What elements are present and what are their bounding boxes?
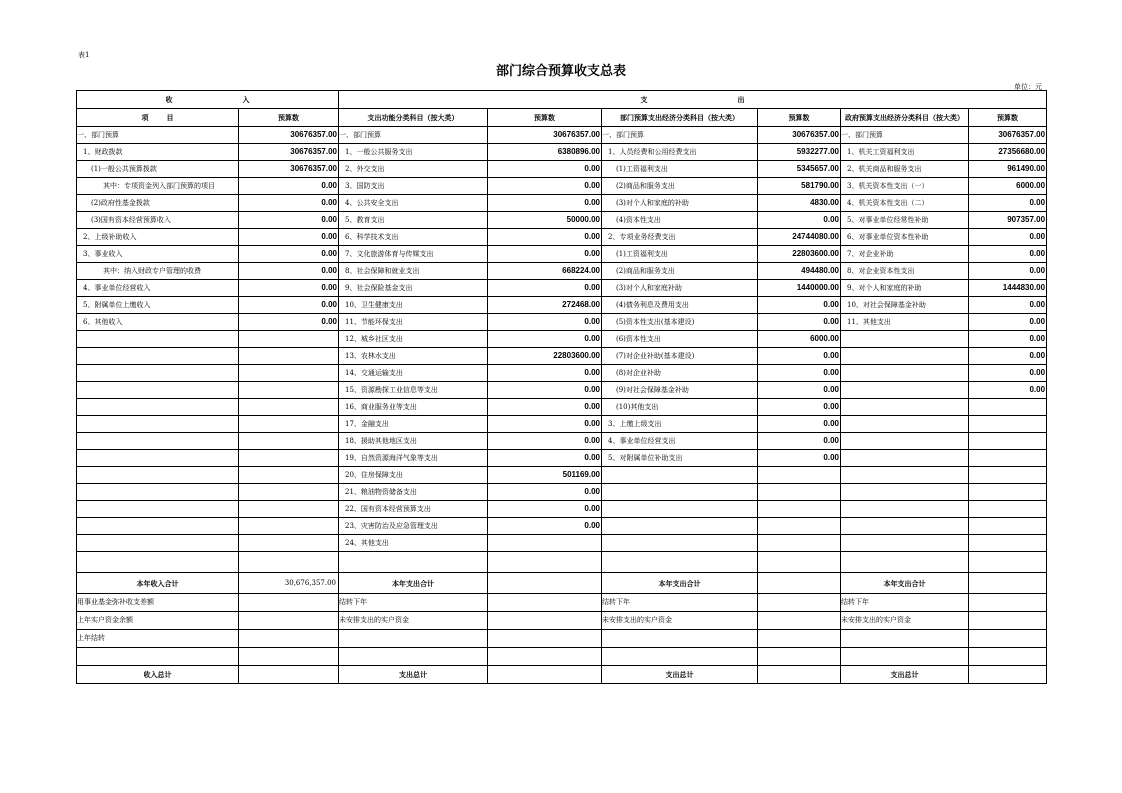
dept-budget: 24744080.00 (758, 229, 841, 246)
gov-budget: 961490.00 (969, 161, 1047, 178)
func-item: 3、国防支出 (339, 178, 488, 195)
gov-budget: 6000.00 (969, 178, 1047, 195)
gov-item (841, 382, 969, 399)
dept-item (602, 501, 758, 518)
func-grand-total-label: 支出总计 (339, 666, 488, 684)
income-budget (239, 348, 339, 365)
gov-budget (969, 416, 1047, 433)
func-item: 4、公共安全支出 (339, 195, 488, 212)
func-item: 6、科学技术支出 (339, 229, 488, 246)
gov-item: 8、对企业资本性支出 (841, 263, 969, 280)
table-row (77, 229, 1047, 246)
page-title: 部门综合预算收支总表 (495, 64, 626, 79)
dept-unarranged: 未安排支出的实户资金 (602, 612, 758, 630)
dept-item: 5、对附属单位补助支出 (602, 450, 758, 467)
income-budget: 0.00 (239, 297, 339, 314)
gov-budget: 907357.00 (969, 212, 1047, 229)
func-item: 1、一般公共服务支出 (339, 144, 488, 161)
header-gov-budget: 预算数 (969, 109, 1047, 127)
dept-budget (758, 518, 841, 535)
income-item (77, 501, 239, 518)
table-row (77, 535, 1047, 552)
dept-item (602, 484, 758, 501)
func-budget: 0.00 (488, 382, 602, 399)
table-row (77, 280, 1047, 297)
income-item: (1)一般公共预算拨款 (77, 161, 239, 178)
dept-item: 一、部门预算 (602, 127, 758, 144)
func-item: 18、援助其他地区支出 (339, 433, 488, 450)
income-item: (3)国有资本经营预算收入 (77, 212, 239, 229)
income-budget: 0.00 (239, 229, 339, 246)
income-budget (239, 501, 339, 518)
income-item: 4、事业单位经营收入 (77, 280, 239, 297)
unit-label: 单位：元 (1014, 83, 1042, 91)
income-item (77, 518, 239, 535)
header-dept-budget: 预算数 (758, 109, 841, 127)
table-row (77, 348, 1047, 365)
income-item (77, 365, 239, 382)
gov-budget: 1444830.00 (969, 280, 1047, 297)
dept-item (602, 467, 758, 484)
dept-item: (4)债务利息及费用支出 (602, 297, 758, 314)
income-budget (239, 467, 339, 484)
func-item: 2、外交支出 (339, 161, 488, 178)
gov-budget: 30676357.00 (969, 127, 1047, 144)
gov-item: 4、机关资本性支出（二） (841, 195, 969, 212)
func-item: 15、资源勘探工业信息等支出 (339, 382, 488, 399)
income-item (77, 552, 239, 573)
header-func-class: 支出功能分类科目（按大类） (339, 109, 488, 127)
income-item: 6、其他收入 (77, 314, 239, 331)
gov-item (841, 433, 969, 450)
dept-budget: 0.00 (758, 382, 841, 399)
income-budget: 0.00 (239, 195, 339, 212)
gov-item: 一、部门预算 (841, 127, 969, 144)
gov-budget: 0.00 (969, 195, 1047, 212)
func-budget: 272468.00 (488, 297, 602, 314)
income-item (77, 348, 239, 365)
dept-budget: 494480.00 (758, 263, 841, 280)
income-item (77, 433, 239, 450)
table-row (77, 552, 1047, 573)
func-budget: 0.00 (488, 195, 602, 212)
gov-item: 1、机关工资福利支出 (841, 144, 969, 161)
table-row (77, 178, 1047, 195)
dept-budget: 0.00 (758, 450, 841, 467)
func-budget: 0.00 (488, 416, 602, 433)
gov-budget: 0.00 (969, 365, 1047, 382)
expense-group-header: 支 出 (339, 91, 1047, 109)
dept-item: 2、专项业务经费支出 (602, 229, 758, 246)
table-row (77, 365, 1047, 382)
dept-budget (758, 467, 841, 484)
dept-budget: 6000.00 (758, 331, 841, 348)
income-item (77, 331, 239, 348)
income-budget: 0.00 (239, 314, 339, 331)
dept-budget: 1440000.00 (758, 280, 841, 297)
func-item: 20、住房保障支出 (339, 467, 488, 484)
gov-budget (969, 433, 1047, 450)
table-row (77, 127, 1047, 144)
func-budget: 0.00 (488, 314, 602, 331)
table-row (77, 263, 1047, 280)
dept-budget: 5932277.00 (758, 144, 841, 161)
budget-summary-table (76, 90, 1047, 684)
gov-carry-forward: 结转下年 (841, 594, 969, 612)
dept-item: (2)商品和服务支出 (602, 178, 758, 195)
gov-budget: 0.00 (969, 229, 1047, 246)
gov-budget: 0.00 (969, 297, 1047, 314)
func-budget: 0.00 (488, 229, 602, 246)
func-budget: 22803600.00 (488, 348, 602, 365)
table-row (77, 331, 1047, 348)
dept-item (602, 518, 758, 535)
dept-item: 3、上缴上级支出 (602, 416, 758, 433)
func-budget: 0.00 (488, 246, 602, 263)
func-unarranged: 未安排支出的实户资金 (339, 612, 488, 630)
func-item: 23、灾害防治及应急管理支出 (339, 518, 488, 535)
income-budget (239, 365, 339, 382)
income-budget: 0.00 (239, 212, 339, 229)
use-fund-label: 用事业基金弥补收支差额 (77, 594, 239, 612)
income-budget: 30676357.00 (239, 144, 339, 161)
income-item (77, 416, 239, 433)
income-budget (239, 535, 339, 552)
dept-budget: 0.00 (758, 212, 841, 229)
table-row (77, 416, 1047, 433)
income-budget: 0.00 (239, 178, 339, 195)
table-row (77, 314, 1047, 331)
dept-budget: 0.00 (758, 416, 841, 433)
table-row (77, 161, 1047, 178)
gov-budget: 0.00 (969, 348, 1047, 365)
income-item: 2、上级补助收入 (77, 229, 239, 246)
func-item: 7、文化旅游体育与传媒支出 (339, 246, 488, 263)
dept-item: (9)对社会保障基金补助 (602, 382, 758, 399)
income-item (77, 382, 239, 399)
func-item: 19、自然资源海洋气象等支出 (339, 450, 488, 467)
func-item: 8、社会保障和就业支出 (339, 263, 488, 280)
gov-item: 5、对事业单位经常性补助 (841, 212, 969, 229)
gov-item (841, 518, 969, 535)
income-budget: 30676357.00 (239, 127, 339, 144)
dept-item: (3)对个人和家庭补助 (602, 280, 758, 297)
gov-item: 11、其他支出 (841, 314, 969, 331)
income-budget: 0.00 (239, 263, 339, 280)
dept-item (602, 535, 758, 552)
header-func-budget: 预算数 (488, 109, 602, 127)
func-item: 14、交通运输支出 (339, 365, 488, 382)
table-row (77, 484, 1047, 501)
func-budget: 0.00 (488, 484, 602, 501)
income-budget (239, 331, 339, 348)
func-budget: 0.00 (488, 501, 602, 518)
income-item (77, 467, 239, 484)
gov-grand-total-label: 支出总计 (841, 666, 969, 684)
gov-item: 7、对企业补助 (841, 246, 969, 263)
func-budget: 50000.00 (488, 212, 602, 229)
func-item: 17、金融支出 (339, 416, 488, 433)
header-dept-econ-class: 部门预算支出经济分类科目（按大类） (602, 109, 758, 127)
func-item: 24、其他支出 (339, 535, 488, 552)
func-budget: 0.00 (488, 450, 602, 467)
gov-budget: 0.00 (969, 331, 1047, 348)
func-item: 一、部门预算 (339, 127, 488, 144)
table-row (77, 212, 1047, 229)
income-item (77, 535, 239, 552)
gov-budget (969, 552, 1047, 573)
table-row (77, 433, 1047, 450)
dept-budget (758, 501, 841, 518)
income-budget (239, 552, 339, 573)
gov-item (841, 535, 969, 552)
func-carry-forward: 结转下年 (339, 594, 488, 612)
table-row (77, 399, 1047, 416)
func-budget: 0.00 (488, 433, 602, 450)
gov-item (841, 365, 969, 382)
income-item (77, 450, 239, 467)
dept-item: (5)资本性支出(基本建设) (602, 314, 758, 331)
header-gov-econ-class: 政府预算支出经济分类科目（按大类） (841, 109, 969, 127)
dept-budget: 581790.00 (758, 178, 841, 195)
income-budget (239, 416, 339, 433)
func-item (339, 552, 488, 573)
income-budget (239, 484, 339, 501)
gov-budget: 0.00 (969, 314, 1047, 331)
func-item: 16、商业服务业等支出 (339, 399, 488, 416)
dept-budget: 0.00 (758, 297, 841, 314)
gov-budget: 0.00 (969, 263, 1047, 280)
dept-budget (758, 484, 841, 501)
gov-item (841, 416, 969, 433)
func-item: 5、教育支出 (339, 212, 488, 229)
income-budget (239, 382, 339, 399)
gov-item (841, 399, 969, 416)
func-budget: 0.00 (488, 365, 602, 382)
dept-item: (1)工资福利支出 (602, 161, 758, 178)
table-row (77, 144, 1047, 161)
header-item: 项 目 (77, 109, 239, 127)
dept-item: (2)商品和服务支出 (602, 263, 758, 280)
dept-year-total-label: 本年支出合计 (602, 573, 758, 594)
dept-grand-total-label: 支出总计 (602, 666, 758, 684)
income-item: 其中：纳入财政专户管理的收费 (77, 263, 239, 280)
dept-item: (10)其他支出 (602, 399, 758, 416)
func-budget: 668224.00 (488, 263, 602, 280)
dept-item (602, 552, 758, 573)
dept-item: (6)资本性支出 (602, 331, 758, 348)
gov-budget (969, 450, 1047, 467)
func-budget: 501169.00 (488, 467, 602, 484)
func-budget: 0.00 (488, 280, 602, 297)
gov-item (841, 331, 969, 348)
func-budget: 0.00 (488, 399, 602, 416)
dept-budget: 0.00 (758, 348, 841, 365)
gov-budget (969, 518, 1047, 535)
gov-item (841, 484, 969, 501)
prev-balance-label: 上年实户资金余额 (77, 612, 239, 630)
gov-year-total-label: 本年支出合计 (841, 573, 969, 594)
income-item: 一、部门预算 (77, 127, 239, 144)
income-budget: 0.00 (239, 246, 339, 263)
header-income-budget: 预算数 (239, 109, 339, 127)
table-row (77, 467, 1047, 484)
dept-budget: 4830.00 (758, 195, 841, 212)
dept-item: 1、人员经费和公用经费支出 (602, 144, 758, 161)
func-item: 13、农林水支出 (339, 348, 488, 365)
gov-item (841, 450, 969, 467)
func-budget (488, 552, 602, 573)
dept-budget: 0.00 (758, 314, 841, 331)
func-item: 21、粮油物资储备支出 (339, 484, 488, 501)
gov-item: 9、对个人和家庭的补助 (841, 280, 969, 297)
gov-budget: 0.00 (969, 246, 1047, 263)
income-item (77, 484, 239, 501)
dept-budget: 0.00 (758, 433, 841, 450)
gov-budget: 27356680.00 (969, 144, 1047, 161)
dept-budget: 30676357.00 (758, 127, 841, 144)
income-year-total-label: 本年收入合计 (77, 573, 239, 594)
dept-budget: 0.00 (758, 399, 841, 416)
table-row (77, 382, 1047, 399)
func-item: 12、城乡社区支出 (339, 331, 488, 348)
table-row (77, 246, 1047, 263)
table-row (77, 450, 1047, 467)
gov-budget (969, 501, 1047, 518)
dept-budget (758, 552, 841, 573)
income-budget (239, 518, 339, 535)
gov-item: 6、对事业单位资本性补助 (841, 229, 969, 246)
func-year-total-label: 本年支出合计 (339, 573, 488, 594)
func-budget: 6380896.00 (488, 144, 602, 161)
dept-budget: 22803600.00 (758, 246, 841, 263)
func-budget: 0.00 (488, 178, 602, 195)
gov-item (841, 467, 969, 484)
dept-item: (7)对企业补助(基本建设) (602, 348, 758, 365)
gov-item (841, 348, 969, 365)
income-item: (2)政府性基金拨款 (77, 195, 239, 212)
gov-item (841, 552, 969, 573)
dept-budget (758, 535, 841, 552)
prev-carry-label: 上年结转 (77, 630, 239, 648)
income-item: 1、财政拨款 (77, 144, 239, 161)
func-item: 10、卫生健康支出 (339, 297, 488, 314)
dept-item: (8)对企业补助 (602, 365, 758, 382)
income-budget: 0.00 (239, 280, 339, 297)
gov-budget (969, 399, 1047, 416)
dept-item: (3)对个人和家庭的补助 (602, 195, 758, 212)
income-item (77, 399, 239, 416)
gov-item: 3、机关资本性支出（一） (841, 178, 969, 195)
gov-unarranged: 未安排支出的实户资金 (841, 612, 969, 630)
dept-item: (4)资本性支出 (602, 212, 758, 229)
income-budget (239, 399, 339, 416)
gov-item: 10、对社会保障基金补助 (841, 297, 969, 314)
table-label: 表1 (78, 51, 90, 59)
income-budget (239, 433, 339, 450)
income-item: 5、附属单位上缴收入 (77, 297, 239, 314)
table-row (77, 195, 1047, 212)
income-group-header: 收 入 (77, 91, 339, 109)
func-item: 22、国有资本经营预算支出 (339, 501, 488, 518)
dept-item: (1)工资福利支出 (602, 246, 758, 263)
gov-budget (969, 484, 1047, 501)
gov-budget (969, 467, 1047, 484)
func-item: 9、社会保险基金支出 (339, 280, 488, 297)
func-budget: 0.00 (488, 518, 602, 535)
func-budget (488, 535, 602, 552)
func-budget: 0.00 (488, 161, 602, 178)
func-budget: 0.00 (488, 331, 602, 348)
dept-item: 4、事业单位经营支出 (602, 433, 758, 450)
gov-budget (969, 535, 1047, 552)
income-budget (239, 450, 339, 467)
income-budget: 30676357.00 (239, 161, 339, 178)
table-row (77, 297, 1047, 314)
gov-item (841, 501, 969, 518)
income-year-total-value: 30,676,357.00 (239, 573, 339, 594)
gov-budget: 0.00 (969, 382, 1047, 399)
dept-carry-forward: 结转下年 (602, 594, 758, 612)
func-item: 11、节能环保支出 (339, 314, 488, 331)
table-row (77, 518, 1047, 535)
dept-budget: 0.00 (758, 365, 841, 382)
income-item: 3、事业收入 (77, 246, 239, 263)
income-grand-total-label: 收入总计 (77, 666, 239, 684)
income-item: 其中：专项资金列入部门预算的项目 (77, 178, 239, 195)
func-budget: 30676357.00 (488, 127, 602, 144)
dept-budget: 5345657.00 (758, 161, 841, 178)
table-row (77, 501, 1047, 518)
gov-item: 2、机关商品和服务支出 (841, 161, 969, 178)
